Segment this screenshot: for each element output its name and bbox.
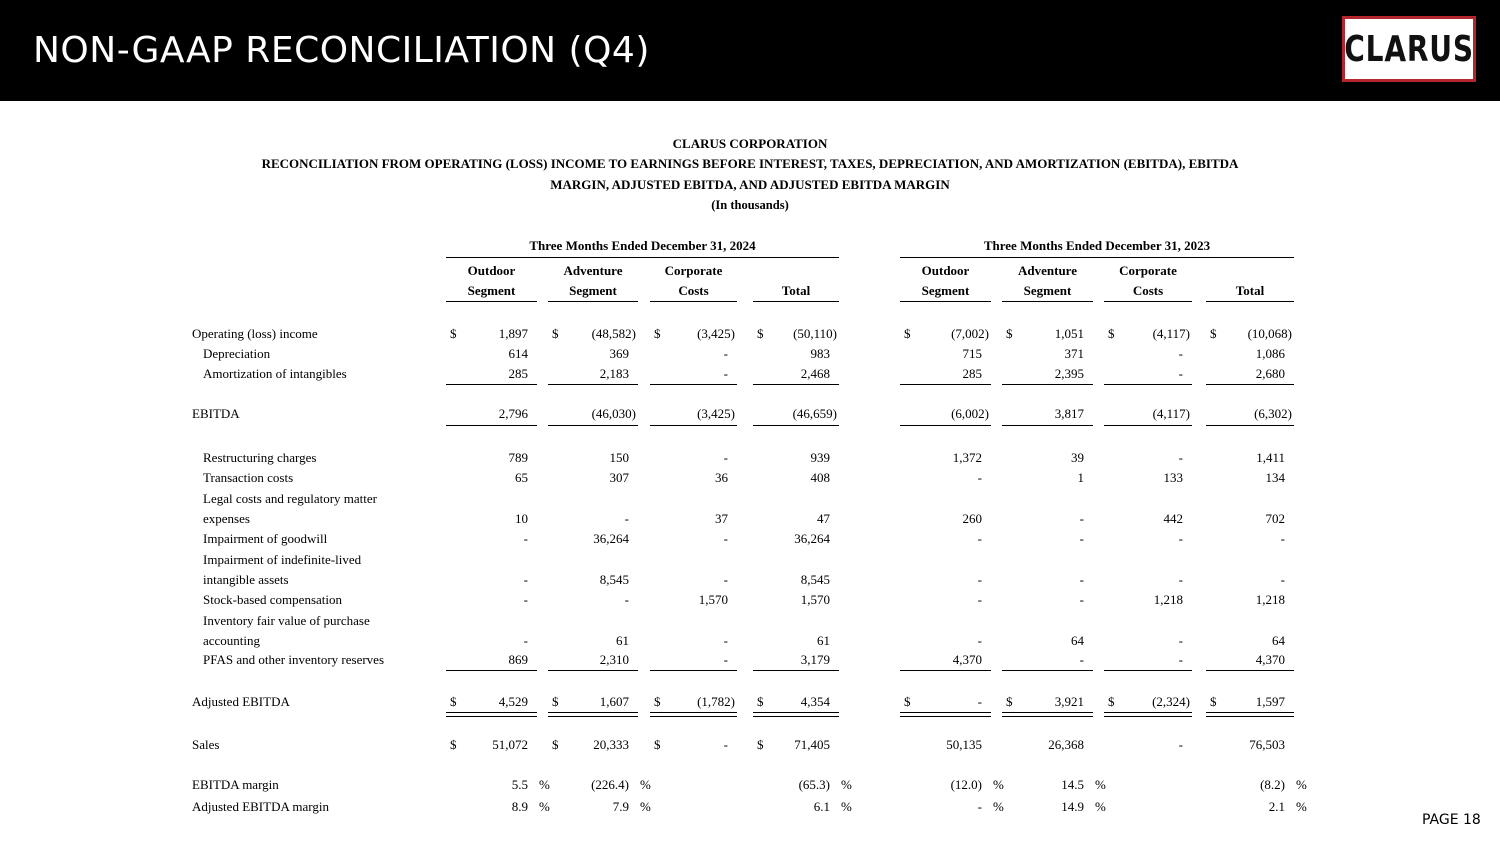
- cell-impairment-goodwill-outdoor-2023: -: [977, 531, 982, 546]
- dollar-sign: $: [552, 737, 559, 752]
- dollar-sign: $: [1108, 326, 1115, 341]
- cell-transaction-costs-outdoor-2023: -: [977, 470, 982, 485]
- cell-impairment-intangibles-adventure-2024: 8,545: [599, 572, 629, 587]
- column-header-line-2: Costs: [1132, 283, 1164, 298]
- underline: [1206, 670, 1294, 671]
- underline: [446, 670, 537, 671]
- cell-inventory-fair-value-outdoor-2024: -: [523, 633, 528, 648]
- cell-impairment-intangibles-corporate-2024: -: [723, 572, 728, 587]
- cell-adjusted-ebitda-margin-total-2023: 2.1: [1268, 799, 1285, 814]
- cell-transaction-costs-corporate-2023: 133: [1163, 470, 1183, 485]
- cell-adjusted-ebitda-margin-adventure-2024: 7.9: [612, 799, 629, 814]
- company-name: CLARUS CORPORATION: [672, 136, 828, 151]
- cell-impairment-intangibles-outdoor-2024: -: [523, 572, 528, 587]
- cell-adjusted-ebitda-adventure-2023: 3,921: [1054, 694, 1084, 709]
- column-header-total-2023: [1206, 261, 1294, 302]
- cell-depreciation-adventure-2023: 371: [1064, 346, 1084, 361]
- cell-transaction-costs-corporate-2024: 36: [715, 470, 728, 485]
- dollar-sign: $: [450, 326, 457, 341]
- page-number: PAGE 18: [1422, 812, 1481, 828]
- cell-legal-costs-outdoor-2024: 10: [515, 511, 528, 526]
- cell-restructuring-charges-corporate-2023: -: [1178, 450, 1183, 465]
- underline: [753, 670, 839, 671]
- cell-adjusted-ebitda-outdoor-2024: 4,529: [498, 694, 528, 709]
- cell-restructuring-charges-adventure-2024: 150: [609, 450, 629, 465]
- cell-stock-based-comp-adventure-2024: -: [624, 592, 629, 607]
- underline: [446, 425, 537, 426]
- percent-sign: %: [1296, 799, 1307, 814]
- percent-sign: %: [993, 799, 1004, 814]
- underline: [1206, 384, 1294, 385]
- cell-legal-costs-total-2023: 702: [1265, 511, 1285, 526]
- row-label-inventory-fair-value: Inventory fair value of purchase: [203, 613, 370, 628]
- cell-inventory-fair-value-corporate-2023: -: [1178, 633, 1183, 648]
- cell-adjusted-ebitda-total-2023: 1,597: [1255, 694, 1285, 709]
- percent-sign: %: [841, 777, 852, 792]
- cell-restructuring-charges-total-2023: 1,411: [1256, 450, 1285, 465]
- cell-ebitda-outdoor-2024: 2,796: [498, 406, 528, 421]
- cell-transaction-costs-total-2023: 134: [1265, 470, 1285, 485]
- dollar-sign: $: [552, 326, 559, 341]
- underline: [650, 425, 737, 426]
- column-header-line-1: [1206, 261, 1294, 281]
- period-header-2023: Three Months Ended December 31, 2023: [900, 238, 1294, 258]
- cell-stock-based-comp-total-2024: 1,570: [800, 592, 830, 607]
- cell-restructuring-charges-adventure-2023: 39: [1071, 450, 1084, 465]
- double-underline: [650, 712, 737, 717]
- cell-sales-outdoor-2023: 50,135: [946, 737, 982, 752]
- underline: [900, 384, 991, 385]
- column-header-line-2: Segment: [569, 283, 617, 298]
- cell-impairment-intangibles-total-2024: 8,545: [800, 572, 830, 587]
- row-label-pfas-reserves: PFAS and other inventory reserves: [203, 652, 385, 667]
- cell-adjusted-ebitda-corporate-2023: (2,324): [1152, 694, 1190, 709]
- report-title-line-1: RECONCILIATION FROM OPERATING (LOSS) INCOME TO EARNINGS BEFORE INTEREST, TAXES, DEPRECIATION, AND AMORTIZATION (EBITDA), EBITDA: [261, 156, 1239, 171]
- underline: [753, 384, 839, 385]
- clarus-logo: [1342, 16, 1476, 82]
- dollar-sign: $: [1210, 326, 1217, 341]
- cell-operating-income-outdoor-2023: (7,002): [951, 326, 989, 341]
- percent-sign: %: [1296, 777, 1307, 792]
- column-header-line-1: Adventure: [1018, 263, 1077, 278]
- cell-adjusted-ebitda-margin-adventure-2023: 14.9: [1061, 799, 1084, 814]
- cell-stock-based-comp-outdoor-2023: -: [977, 592, 982, 607]
- percent-sign: %: [1095, 799, 1106, 814]
- cell-pfas-reserves-corporate-2023: -: [1178, 652, 1183, 667]
- column-header-line-1: Outdoor: [921, 263, 970, 278]
- cell-legal-costs-outdoor-2023: 260: [962, 511, 982, 526]
- column-header-outdoor-2023: [900, 261, 991, 302]
- cell-legal-costs-total-2024: 47: [817, 511, 830, 526]
- cell-sales-corporate-2024: -: [723, 737, 728, 752]
- column-header-line-1: Corporate: [1119, 263, 1177, 278]
- column-header-line-2: Segment: [1023, 283, 1072, 298]
- row-label-legal-costs: expenses: [203, 511, 250, 526]
- dollar-sign: $: [904, 326, 911, 341]
- cell-adjusted-ebitda-outdoor-2023: -: [977, 694, 982, 709]
- cell-transaction-costs-total-2024: 408: [810, 470, 830, 485]
- report-units: (In thousands): [711, 198, 789, 212]
- percent-sign: %: [539, 799, 550, 814]
- underline: [650, 384, 737, 385]
- cell-sales-adventure-2023: 26,368: [1048, 737, 1084, 752]
- row-label-impairment-intangibles: intangible assets: [203, 572, 289, 587]
- cell-ebitda-margin-total-2024: (65.3): [798, 777, 830, 792]
- underline: [900, 425, 991, 426]
- underline: [753, 425, 839, 426]
- cell-impairment-goodwill-adventure-2024: 36,264: [593, 531, 629, 546]
- cell-inventory-fair-value-adventure-2024: 61: [616, 633, 629, 648]
- cell-inventory-fair-value-outdoor-2023: -: [977, 633, 982, 648]
- cell-impairment-intangibles-corporate-2023: -: [1178, 572, 1183, 587]
- underline: [1206, 425, 1294, 426]
- cell-impairment-intangibles-total-2023: -: [1280, 572, 1285, 587]
- column-header-line-1: Corporate: [664, 263, 723, 278]
- cell-amortization-adventure-2023: 2,395: [1054, 366, 1084, 381]
- cell-sales-outdoor-2024: 51,072: [492, 737, 528, 752]
- underline: [1002, 670, 1093, 671]
- cell-adjusted-ebitda-adventure-2024: 1,607: [599, 694, 629, 709]
- cell-transaction-costs-adventure-2023: 1: [1077, 470, 1084, 485]
- period-header-2024: Three Months Ended December 31, 2024: [446, 238, 839, 258]
- double-underline: [753, 712, 839, 717]
- cell-operating-income-corporate-2024: (3,425): [697, 326, 735, 341]
- cell-ebitda-outdoor-2023: (6,002): [951, 406, 989, 421]
- double-underline: [548, 712, 638, 717]
- underline: [900, 670, 991, 671]
- cell-sales-total-2023: 76,503: [1249, 737, 1285, 752]
- column-header-line-2: Costs: [678, 283, 709, 298]
- percent-sign: %: [993, 777, 1004, 792]
- title-bar: [0, 0, 1500, 101]
- percent-sign: %: [640, 799, 651, 814]
- cell-transaction-costs-outdoor-2024: 65: [515, 470, 528, 485]
- cell-impairment-goodwill-total-2024: 36,264: [794, 531, 830, 546]
- dollar-sign: $: [757, 326, 764, 341]
- percent-sign: %: [1095, 777, 1106, 792]
- cell-inventory-fair-value-total-2023: 64: [1272, 633, 1285, 648]
- row-label-ebitda: EBITDA: [192, 406, 240, 421]
- percent-sign: %: [539, 777, 550, 792]
- dollar-sign: $: [450, 737, 457, 752]
- cell-impairment-intangibles-outdoor-2023: -: [977, 572, 982, 587]
- column-header-corporate-2024: [650, 261, 737, 302]
- cell-inventory-fair-value-adventure-2023: 64: [1071, 633, 1084, 648]
- column-header-corporate-2023: [1104, 261, 1192, 302]
- cell-restructuring-charges-total-2024: 939: [810, 450, 830, 465]
- cell-impairment-goodwill-adventure-2023: -: [1079, 531, 1084, 546]
- double-underline: [1002, 712, 1093, 717]
- cell-ebitda-adventure-2023: 3,817: [1054, 406, 1084, 421]
- cell-amortization-outdoor-2023: 285: [962, 366, 982, 381]
- cell-adjusted-ebitda-total-2024: 4,354: [800, 694, 830, 709]
- column-header-line-1: Adventure: [563, 263, 623, 278]
- cell-restructuring-charges-corporate-2024: -: [723, 450, 728, 465]
- cell-adjusted-ebitda-corporate-2024: (1,782): [697, 694, 735, 709]
- column-header-line-1: Outdoor: [467, 263, 516, 278]
- cell-impairment-intangibles-adventure-2023: -: [1079, 572, 1084, 587]
- cell-pfas-reserves-total-2024: 3,179: [800, 652, 830, 667]
- underline: [548, 384, 638, 385]
- cell-impairment-goodwill-corporate-2024: -: [723, 531, 728, 546]
- percent-sign: %: [640, 777, 651, 792]
- cell-ebitda-corporate-2024: (3,425): [697, 406, 735, 421]
- cell-restructuring-charges-outdoor-2023: 1,372: [952, 450, 982, 465]
- cell-ebitda-adventure-2024: (46,030): [591, 406, 636, 421]
- dollar-sign: $: [654, 694, 661, 709]
- report-title-line-2: MARGIN, ADJUSTED EBITDA, AND ADJUSTED EBITDA MARGIN: [550, 177, 950, 192]
- underline: [548, 425, 638, 426]
- row-label-depreciation: Depreciation: [203, 346, 271, 361]
- cell-ebitda-total-2023: (6,302): [1254, 406, 1292, 421]
- dollar-sign: $: [552, 694, 559, 709]
- logo-text: CLARUS: [1344, 28, 1474, 70]
- cell-depreciation-total-2024: 983: [810, 346, 830, 361]
- row-label-adjusted-ebitda-margin: Adjusted EBITDA margin: [192, 799, 329, 814]
- column-header-outdoor-2024: [446, 261, 537, 302]
- cell-impairment-goodwill-outdoor-2024: -: [523, 531, 528, 546]
- cell-depreciation-outdoor-2024: 614: [508, 346, 528, 361]
- column-header-total-2024: [753, 261, 839, 302]
- cell-pfas-reserves-outdoor-2024: 869: [508, 652, 528, 667]
- cell-amortization-total-2024: 2,468: [800, 366, 830, 381]
- cell-operating-income-adventure-2024: (48,582): [591, 326, 636, 341]
- cell-amortization-total-2023: 2,680: [1255, 366, 1285, 381]
- cell-operating-income-outdoor-2024: 1,897: [498, 326, 528, 341]
- row-label-stock-based-comp: Stock-based compensation: [203, 592, 342, 607]
- column-header-line-2: Segment: [467, 283, 516, 298]
- cell-stock-based-comp-adventure-2023: -: [1079, 592, 1084, 607]
- cell-amortization-corporate-2023: -: [1178, 366, 1183, 381]
- cell-impairment-goodwill-total-2023: -: [1280, 531, 1285, 546]
- row-label-inventory-fair-value: accounting: [203, 633, 261, 648]
- double-underline: [446, 712, 537, 717]
- column-header-line-2: Total: [1235, 283, 1265, 298]
- cell-depreciation-corporate-2024: -: [723, 346, 728, 361]
- underline: [548, 670, 638, 671]
- cell-ebitda-margin-outdoor-2023: (12.0): [950, 777, 982, 792]
- cell-ebitda-margin-adventure-2023: 14.5: [1061, 777, 1084, 792]
- double-underline: [1104, 712, 1192, 717]
- underline: [1104, 425, 1192, 426]
- cell-stock-based-comp-outdoor-2024: -: [523, 592, 528, 607]
- dollar-sign: $: [1108, 694, 1115, 709]
- cell-pfas-reserves-total-2023: 4,370: [1255, 652, 1285, 667]
- row-label-impairment-goodwill: Impairment of goodwill: [203, 531, 328, 546]
- underline: [1104, 384, 1192, 385]
- column-header-line-2: Total: [781, 283, 811, 298]
- column-header-line-2: Segment: [921, 283, 970, 298]
- row-label-ebitda-margin: EBITDA margin: [192, 777, 279, 792]
- row-label-operating-income: Operating (loss) income: [192, 326, 318, 341]
- underline: [1002, 384, 1093, 385]
- row-label-transaction-costs: Transaction costs: [203, 470, 294, 485]
- cell-depreciation-adventure-2024: 369: [609, 346, 629, 361]
- cell-inventory-fair-value-total-2024: 61: [817, 633, 830, 648]
- row-label-legal-costs: Legal costs and regulatory matter: [203, 491, 377, 506]
- column-header-line-1: [753, 261, 839, 281]
- row-label-sales: Sales: [192, 737, 220, 752]
- cell-impairment-goodwill-corporate-2023: -: [1178, 531, 1183, 546]
- cell-operating-income-corporate-2023: (4,117): [1152, 326, 1190, 341]
- row-label-impairment-intangibles: Impairment of indefinite-lived: [203, 552, 362, 567]
- cell-amortization-outdoor-2024: 285: [508, 366, 528, 381]
- row-label-adjusted-ebitda: Adjusted EBITDA: [192, 694, 290, 709]
- cell-ebitda-margin-outdoor-2024: 5.5: [511, 777, 528, 792]
- underline: [1002, 425, 1093, 426]
- percent-sign: %: [841, 799, 852, 814]
- underline: [650, 670, 737, 671]
- slide-title: NON-GAAP RECONCILIATION (Q4): [33, 30, 650, 71]
- dollar-sign: $: [757, 737, 764, 752]
- cell-depreciation-total-2023: 1,086: [1255, 346, 1285, 361]
- cell-operating-income-total-2023: (10,068): [1247, 326, 1292, 341]
- cell-adjusted-ebitda-margin-outdoor-2023: -: [977, 799, 982, 814]
- cell-ebitda-margin-adventure-2024: (226.4): [591, 777, 629, 792]
- cell-ebitda-margin-total-2023: (8.2): [1260, 777, 1285, 792]
- double-underline: [1206, 712, 1294, 717]
- column-header-adventure-2024: [548, 261, 638, 302]
- cell-ebitda-total-2024: (46,659): [792, 406, 837, 421]
- column-header-adventure-2023: [1002, 261, 1093, 302]
- dollar-sign: $: [654, 326, 661, 341]
- cell-pfas-reserves-corporate-2024: -: [723, 652, 728, 667]
- dollar-sign: $: [1210, 694, 1217, 709]
- cell-pfas-reserves-adventure-2023: -: [1079, 652, 1084, 667]
- cell-legal-costs-adventure-2024: -: [624, 511, 629, 526]
- cell-sales-adventure-2024: 20,333: [593, 737, 629, 752]
- cell-transaction-costs-adventure-2024: 307: [609, 470, 629, 485]
- cell-stock-based-comp-corporate-2024: 1,570: [698, 592, 728, 607]
- cell-legal-costs-adventure-2023: -: [1079, 511, 1084, 526]
- row-label-restructuring-charges: Restructuring charges: [203, 450, 317, 465]
- underline: [1104, 670, 1192, 671]
- cell-amortization-corporate-2024: -: [723, 366, 728, 381]
- dollar-sign: $: [450, 694, 457, 709]
- cell-ebitda-corporate-2023: (4,117): [1152, 406, 1190, 421]
- cell-sales-corporate-2023: -: [1178, 737, 1183, 752]
- cell-operating-income-adventure-2023: 1,051: [1054, 326, 1084, 341]
- dollar-sign: $: [757, 694, 764, 709]
- cell-stock-based-comp-corporate-2023: 1,218: [1153, 592, 1183, 607]
- cell-adjusted-ebitda-margin-total-2024: 6.1: [813, 799, 830, 814]
- dollar-sign: $: [654, 737, 661, 752]
- underline: [446, 384, 537, 385]
- double-underline: [900, 712, 991, 717]
- cell-adjusted-ebitda-margin-outdoor-2024: 8.9: [511, 799, 528, 814]
- cell-amortization-adventure-2024: 2,183: [599, 366, 629, 381]
- dollar-sign: $: [904, 694, 911, 709]
- cell-pfas-reserves-outdoor-2023: 4,370: [952, 652, 982, 667]
- cell-restructuring-charges-outdoor-2024: 789: [508, 450, 528, 465]
- dollar-sign: $: [1006, 326, 1013, 341]
- cell-pfas-reserves-adventure-2024: 2,310: [599, 652, 629, 667]
- cell-legal-costs-corporate-2023: 442: [1163, 511, 1183, 526]
- cell-sales-total-2024: 71,405: [794, 737, 830, 752]
- cell-depreciation-corporate-2023: -: [1178, 346, 1183, 361]
- cell-inventory-fair-value-corporate-2024: -: [723, 633, 728, 648]
- cell-legal-costs-corporate-2024: 37: [715, 511, 728, 526]
- cell-stock-based-comp-total-2023: 1,218: [1255, 592, 1285, 607]
- cell-depreciation-outdoor-2023: 715: [962, 346, 982, 361]
- cell-operating-income-total-2024: (50,110): [793, 326, 837, 341]
- dollar-sign: $: [1006, 694, 1013, 709]
- row-label-amortization: Amortization of intangibles: [203, 366, 347, 381]
